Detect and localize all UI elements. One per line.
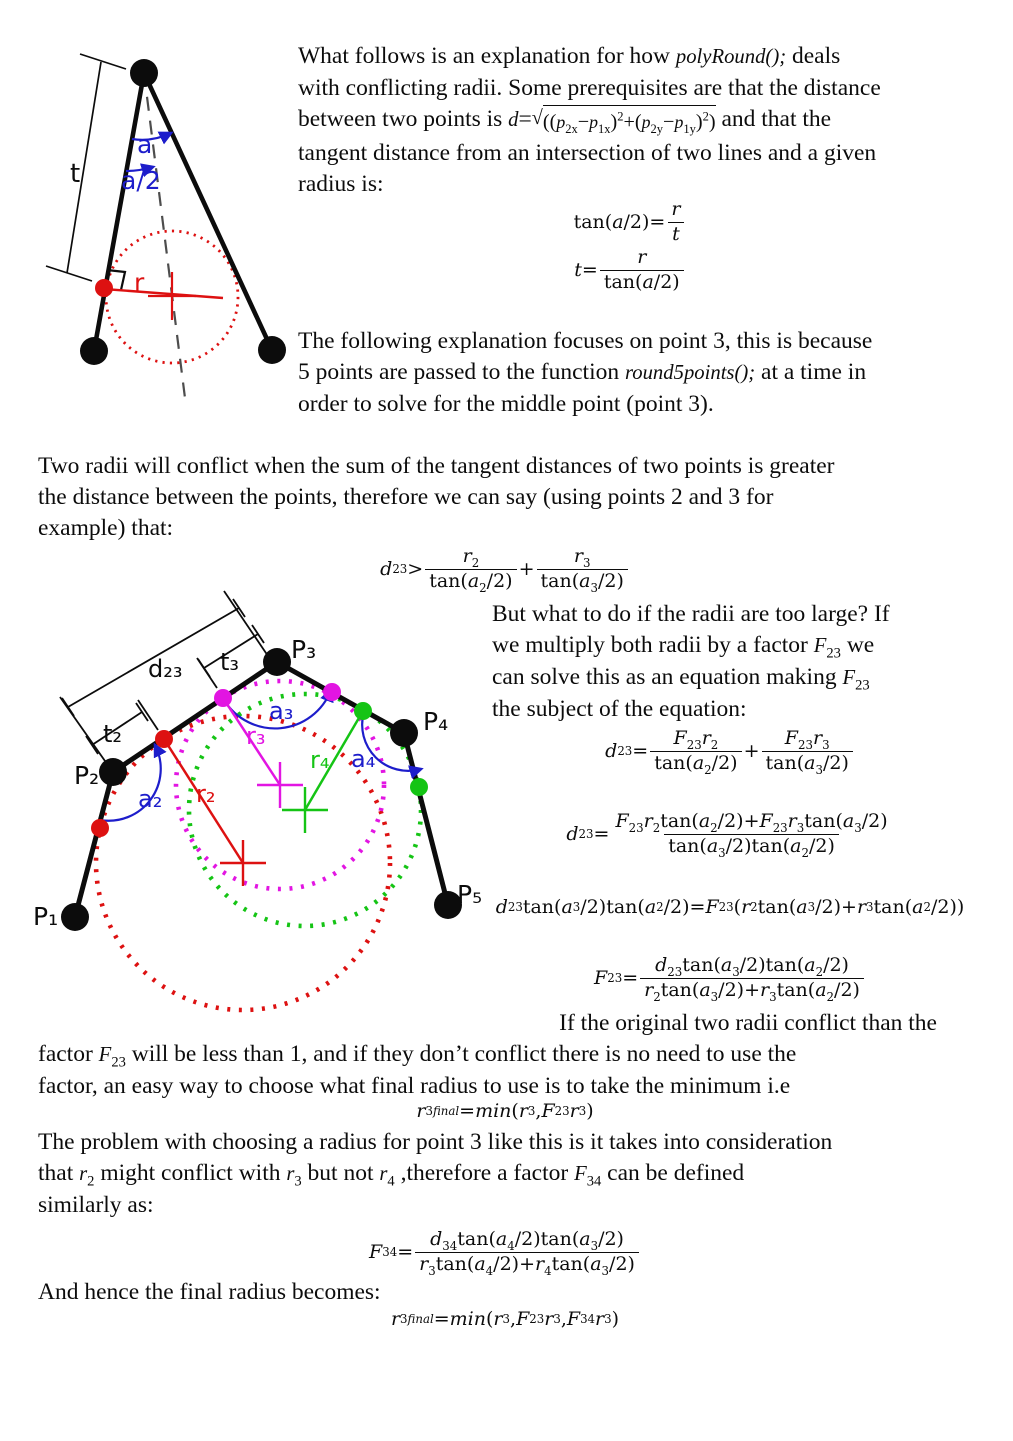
center-cross-r2 [220, 840, 266, 886]
label-a4: a₄ [351, 745, 376, 773]
polyline-edges [75, 662, 448, 917]
formula-d23-gt: d 23 > $\frac{r_2}{\tan(a_2/2)}$ + $\frac{r_3}{\tan(a_3/2)}$ [355, 543, 655, 595]
formula-r3final-min2: r 3 final = min ( r 3 , F 23 r 3 ) [416, 1100, 594, 1122]
paragraph-if-original: If the original two radii conflict than the [559, 1010, 937, 1036]
label-r4: r₄ [310, 746, 330, 774]
label-r2: r₂ [196, 780, 216, 808]
conflicting-radii-diagram [30, 588, 500, 1040]
vertex-dot [130, 59, 158, 87]
vertex-dot [80, 337, 108, 365]
formula-tan-half: tan( a /2)= $\frac{r}{t}$ [500, 199, 760, 245]
formula-t-eq: t = $\frac{r}{\tan(a/2)}$ [500, 245, 760, 295]
label-p2: P₂ [74, 761, 100, 790]
formula-r3final-min3: r 3 final = min ( r 3 , F 23 r 3 , F 34 r 3 ) [390, 1308, 620, 1330]
label-t3: t₃ [220, 648, 240, 676]
tangent-point-dot [95, 279, 113, 297]
paragraph-focus-point3: The following explanation focuses on point 3, this is because 5 points are passed to the function round5points(); at a time in order to solve for the middle point (point 3). [298, 328, 873, 417]
paragraph-factor: But what to do if the radii are too large? If we multiply both radii by a factor $F_{23}$ we can solve this as an equation making $F_{23}$ the subject of the equation: [492, 601, 890, 722]
label-p4: P₄ [423, 707, 449, 736]
paragraph-conflict: Two radii will conflict when the sum of the tangent distances of two points is greater the distance between the points, therefore we can say (using points 2 and 3 for example) that: [38, 453, 835, 541]
paragraph-final-radius: And hence the final radius becomes: [38, 1279, 381, 1305]
label-p3: P₃ [291, 635, 317, 664]
formula-f34: F 34 = $\frac{d_{34}\tan(a_4/2)\tan(a_3/2)}{r_3\tan(a_4/2)+r_4\tan(a_3/2)}$ [355, 1222, 655, 1282]
label-p1: P₁ [33, 902, 59, 931]
tangent-distance-diagram [28, 38, 300, 423]
label-t: t [70, 159, 81, 189]
center-cross-r3 [257, 762, 303, 808]
paragraph-factor-less: factor $F_{23}$ will be less than 1, and if they don’t conflict there is no need to use the factor, an easy way to choose what final radius to use is to take the minimum i.e [38, 1041, 797, 1099]
paragraph-problem: The problem with choosing a radius for point 3 like this is it takes into consideration that $r_2$ might conflict with $r_3$ but not $r_4$ ,therefore a factor $F_{34}$ can be defined similarly as: [38, 1129, 833, 1218]
formula-d23-eq3: d 23 tan( a 3 /2)tan( a 2 /2)= F 23 ( r 2 tan( a 3 /2)+ r 3 tan( a 2 /2)) [495, 896, 965, 918]
label-a3: a₃ [269, 697, 294, 725]
label-r3: r₃ [246, 722, 266, 750]
vertex-dot [258, 336, 286, 364]
label-p5: P₅ [457, 880, 483, 909]
circle-center-cross [148, 272, 196, 320]
formula-d23-eq2: d 23 = $\frac{F_{23}r_2\tan(a_2/2)+F_{23}r_3\tan(a_3/2)}{\tan(a_3/2)\tan(a_2/2)}$ [566, 809, 888, 860]
label-t2: t₂ [103, 720, 123, 748]
label-d23: d₂₃ [148, 655, 183, 683]
corner-legs [94, 73, 272, 351]
label-a-half: a/2 [121, 166, 161, 195]
label-r: r [134, 268, 145, 297]
formula-d23-eq1: d 23 = $\frac{F_{23}r_2}{\tan(a_2/2)}$ + $\frac{F_{23}r_3}{\tan(a_3/2)}$ [580, 724, 880, 778]
label-a: a [137, 130, 153, 159]
formula-f23: F 23 = $\frac{d_{23}\tan(a_3/2)\tan(a_2/2)}{r_2\tan(a_3/2)+r_3\tan(a_2/2)}$ [580, 948, 880, 1008]
polyline-vertex-dots [61, 648, 462, 931]
paragraph-intro: What follows is an explanation for how polyRound(); deals with conflicting radii. Some prerequisites are that the distance between two points is d= √ $((p_{2x}-p_{1x})^2+(p_{2y}-p_{1y})^2)$ and that the tangent distance from an intersection of two lines and a given radius is: [298, 43, 881, 197]
label-a2: a₂ [138, 785, 163, 813]
center-cross-r4 [282, 787, 328, 833]
